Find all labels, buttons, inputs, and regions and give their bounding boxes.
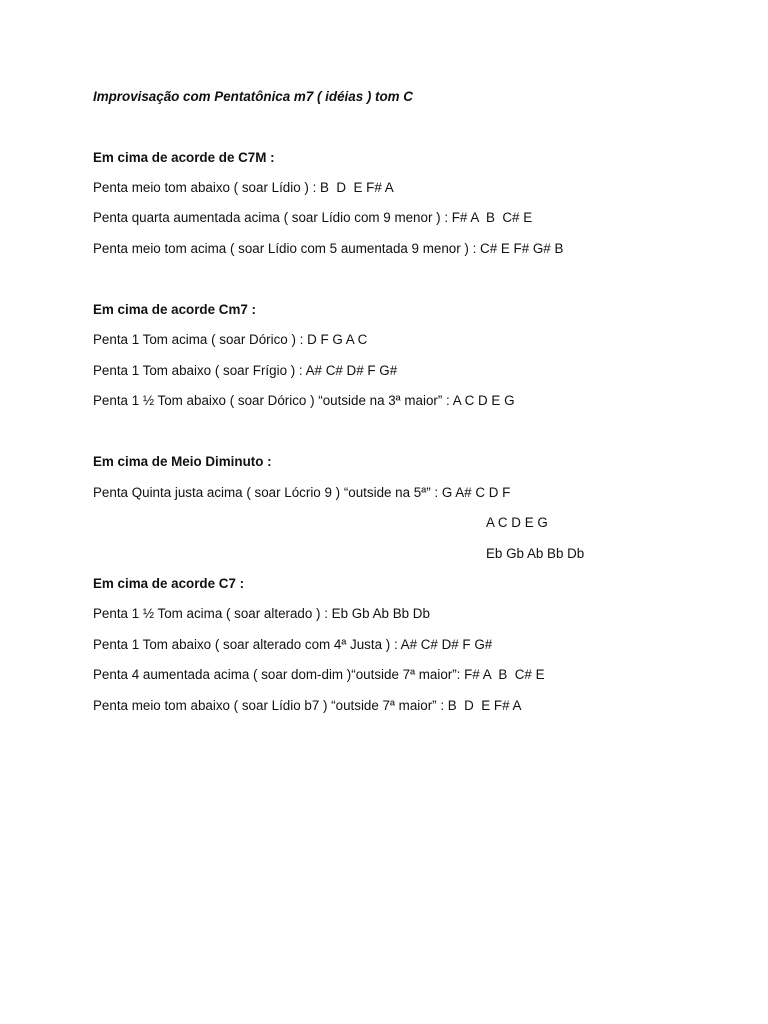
section-heading-cm7: Em cima de acorde Cm7 :	[93, 302, 256, 317]
c7-line-4: Penta meio tom abaixo ( soar Lídio b7 ) “outside 7ª maior” : B D E F# A	[93, 698, 522, 713]
c7-line-3: Penta 4 aumentada acima ( soar dom-dim )“outside 7ª maior”: F# A B C# E	[93, 667, 545, 682]
cm7-line-2: Penta 1 Tom abaixo ( soar Frígio ) : A# C# D# F G#	[93, 363, 398, 378]
c7m-line-1: Penta meio tom abaixo ( soar Lídio ) : B D E F# A	[93, 180, 394, 195]
cm7-line-3: Penta 1 ½ Tom abaixo ( soar Dórico ) “outside na 3ª maior” : A C D E G	[93, 393, 515, 408]
cm7-line-1: Penta 1 Tom acima ( soar Dórico ) : D F G A C	[93, 332, 368, 347]
document-title: Improvisação com Pentatônica m7 ( idéias ) tom C	[93, 89, 413, 104]
meio-diminuto-line-1: Penta Quinta justa acima ( soar Lócrio 9 ) “outside na 5ª” : G A# C D F	[93, 485, 511, 500]
section-heading-c7m: Em cima de acorde de C7M :	[93, 150, 275, 165]
meio-diminuto-extra-1: A C D E G	[486, 515, 548, 530]
c7m-line-3: Penta meio tom acima ( soar Lídio com 5 aumentada 9 menor ) : C# E F# G# B	[93, 241, 564, 256]
meio-diminuto-extra-2: Eb Gb Ab Bb Db	[486, 546, 585, 561]
c7-line-2: Penta 1 Tom abaixo ( soar alterado com 4ª Justa ) : A# C# D# F G#	[93, 637, 493, 652]
section-heading-meio-diminuto: Em cima de Meio Diminuto :	[93, 454, 272, 469]
c7-line-1: Penta 1 ½ Tom acima ( soar alterado ) : Eb Gb Ab Bb Db	[93, 606, 430, 621]
section-heading-c7: Em cima de acorde C7 :	[93, 576, 245, 591]
c7m-line-2: Penta quarta aumentada acima ( soar Lídio com 9 menor ) : F# A B C# E	[93, 210, 533, 225]
